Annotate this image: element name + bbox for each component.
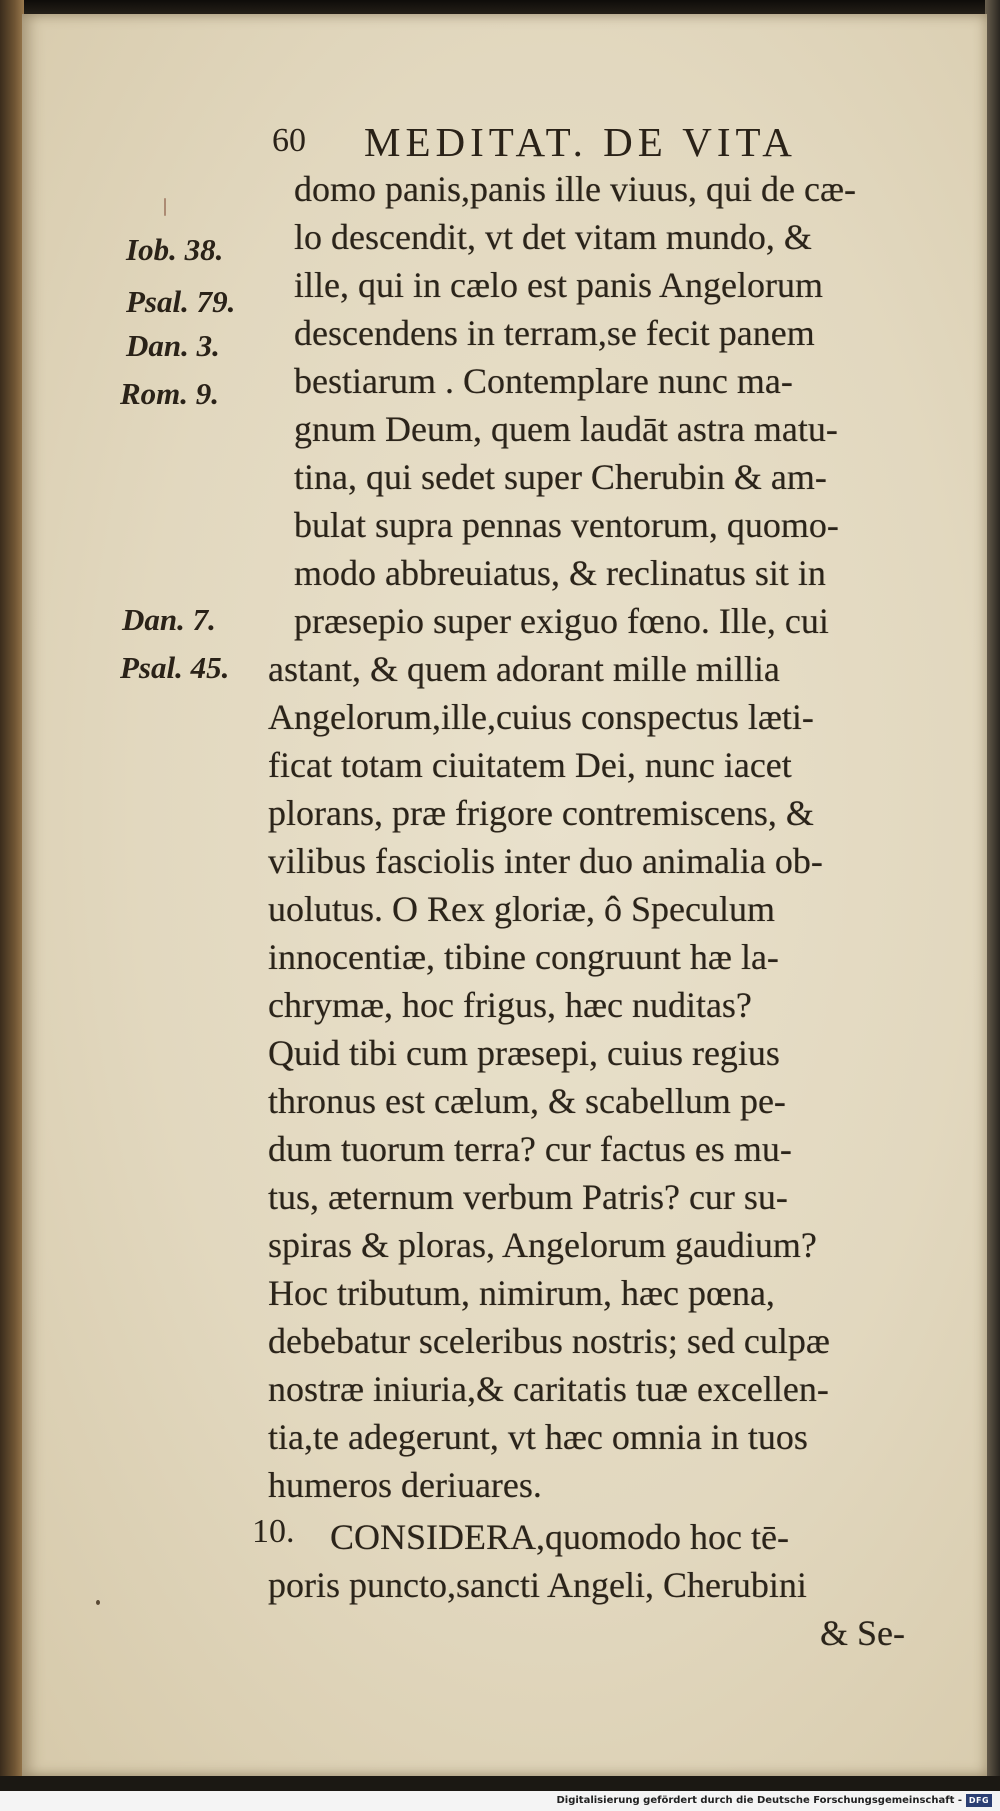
marginal-note: Dan. 7. bbox=[122, 602, 216, 637]
section-number: 10. bbox=[252, 1513, 295, 1550]
text-line: humeros deriuares. bbox=[268, 1465, 542, 1505]
text-line: Quid tibi cum præsepi, cuius regius bbox=[268, 1033, 780, 1073]
paper-mark bbox=[164, 198, 166, 216]
text-line: Hoc tributum, nimirum, hæc pœna, bbox=[268, 1273, 775, 1313]
text-line: descendens in terram,se fecit panem bbox=[294, 313, 815, 353]
marginal-note: Rom. 9. bbox=[120, 376, 220, 411]
page-number: 60 bbox=[272, 122, 306, 159]
text-line: tus, æternum verbum Patris? cur su- bbox=[268, 1177, 788, 1217]
digitization-credit: Digitalisierung gefördert durch die Deutsche Forschungsgemeinschaft - bbox=[556, 1795, 962, 1806]
text-line: vilibus fasciolis inter duo animalia ob- bbox=[268, 841, 823, 881]
dfg-logo: DFG bbox=[966, 1794, 992, 1807]
text-line: tia,te adegerunt, vt hæc omnia in tuos bbox=[268, 1417, 808, 1457]
marginal-note: Dan. 3. bbox=[126, 328, 220, 363]
section-line: CONSIDERA,quomodo hoc tē- bbox=[330, 1517, 789, 1557]
text-line: domo panis,panis ille viuus, qui de cæ- bbox=[294, 169, 856, 209]
text-line: astant, & quem adorant mille millia bbox=[268, 649, 780, 689]
text-line: uolutus. O Rex gloriæ, ô Speculum bbox=[268, 889, 775, 929]
text-line: plorans, præ frigore contremiscens, & bbox=[268, 793, 814, 833]
right-edge bbox=[985, 0, 1000, 1790]
text-line: Angelorum,ille,cuius conspectus læti- bbox=[268, 697, 814, 737]
marginal-note: Iob. 38. bbox=[126, 232, 224, 267]
text-line: præsepio super exiguo fœno. Ille, cui bbox=[294, 601, 829, 641]
page-header bbox=[272, 118, 892, 165]
marginal-note: Psal. 45. bbox=[120, 650, 230, 685]
text-line: thronus est cælum, & scabellum pe- bbox=[268, 1081, 786, 1121]
section-line: poris puncto,sancti Angeli, Cherubini bbox=[268, 1565, 807, 1605]
text-line: lo descendit, vt det vitam mundo, & bbox=[294, 217, 812, 257]
marginal-note: Psal. 79. bbox=[126, 284, 236, 319]
text-line: nostræ iniuria,& caritatis tuæ excellen- bbox=[268, 1369, 829, 1409]
text-line: chrymæ, hoc frigus, hæc nuditas? bbox=[268, 985, 752, 1025]
text-line: gnum Deum, quem laudāt astra matu- bbox=[294, 409, 838, 449]
text-line: bulat supra pennas ventorum, quomo- bbox=[294, 505, 839, 545]
text-line: modo abbreuiatus, & reclinatus sit in bbox=[294, 553, 826, 593]
text-line: debebatur sceleribus nostris; sed culpæ bbox=[268, 1321, 830, 1361]
paper-speck bbox=[96, 1600, 100, 1605]
text-line: dum tuorum terra? cur factus es mu- bbox=[268, 1129, 792, 1169]
text-line: innocentiæ, tibine congruunt hæ la- bbox=[268, 937, 779, 977]
text-line: ficat totam ciuitatem Dei, nunc iacet bbox=[268, 745, 792, 785]
text-line: spiras & ploras, Angelorum gaudium? bbox=[268, 1225, 817, 1265]
text-line: ille, qui in cælo est panis Angelorum bbox=[294, 265, 823, 305]
running-head: MEDITAT. DE VITA bbox=[364, 119, 797, 165]
catchword: & Se- bbox=[820, 1613, 905, 1653]
text-line: bestiarum . Contemplare nunc ma- bbox=[294, 361, 793, 401]
text-line: tina, qui sedet super Cherubin & am- bbox=[294, 457, 827, 497]
binding-edge bbox=[0, 0, 24, 1790]
